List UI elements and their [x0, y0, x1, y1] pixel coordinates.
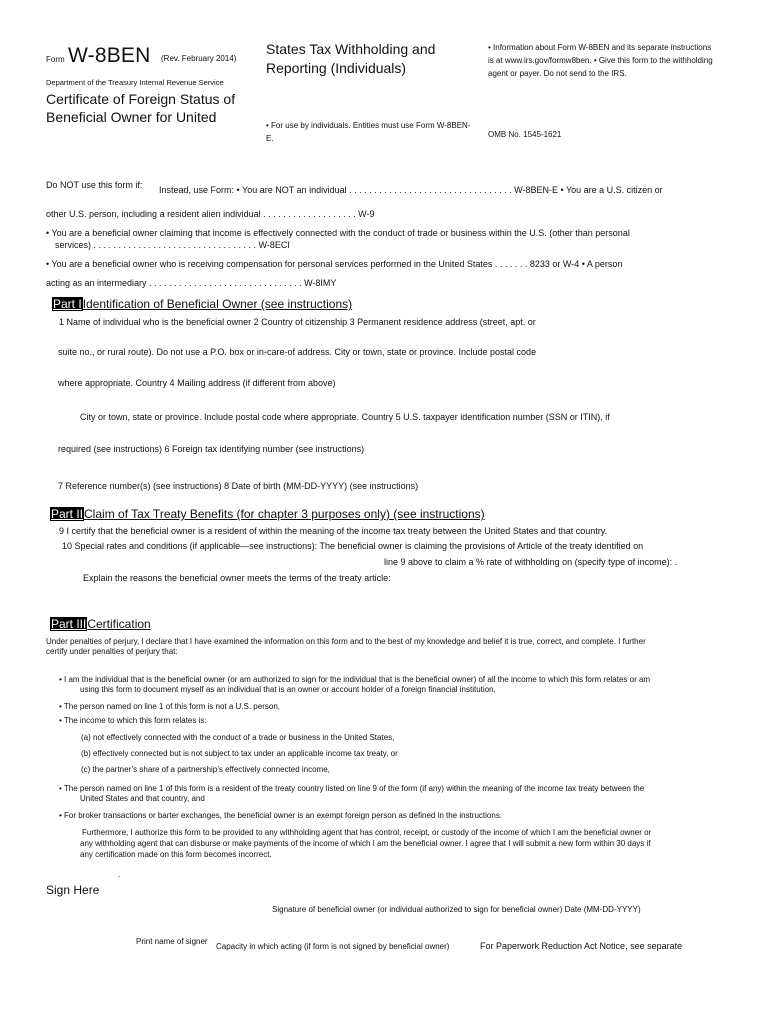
- paperwork-notice: For Paperwork Reduction Act Notice, see separate: [480, 941, 683, 951]
- part1-line: 7 Reference number(s) (see instructions) 8 Date of birth (MM-DD-YYYY) (see instructions): [58, 481, 419, 491]
- part1-line: 1 Name of individual who is the beneficial owner 2 Country of citizenship 3 Permanent residence address (street, apt. or: [59, 317, 536, 327]
- do-not-use-lead: Do NOT use this form if:: [46, 180, 143, 190]
- part2-heading: [50, 508, 485, 522]
- certification-bullet: • The person named on line 1 of this form is a resident of the treaty country listed on line 9 of the form (if any) within the meaning of the income tax treaty between the: [59, 784, 645, 793]
- part3-tag: Part III: [51, 617, 87, 631]
- do-not-use-line: • You are a beneficial owner who is receiving compensation for personal services performed in the United States . . . . . . . 8233 or W-4 • A person: [46, 259, 623, 269]
- part1-line: suite no., or rural route). Do not use a P.O. box or in-care-of address. City or town, state or province. Include postal code: [58, 347, 537, 357]
- part1-line: required (see instructions) 6 Foreign tax identifying number (see instructions): [58, 444, 365, 454]
- part2-title: Claim of Tax Treaty Benefits (for chapter 3 purposes only) (see instructions): [84, 507, 485, 521]
- part1-heading: [52, 298, 352, 312]
- certification-text: certify under penalties of perjury that:: [46, 647, 178, 656]
- part1-tag: Part I: [53, 297, 82, 311]
- form-subtitle: States Tax Withholding and Reporting (Individuals): [266, 41, 436, 76]
- revision-date: (Rev. February 2014): [161, 54, 237, 63]
- part1-line: where appropriate. Country 4 Mailing address (if different from above): [58, 378, 336, 388]
- part3-title: Certification: [87, 617, 151, 631]
- capacity-label: Capacity in which acting (if form is not signed by beneficial owner): [216, 942, 450, 951]
- do-not-use-line: Instead, use Form: • You are NOT an individual . . . . . . . . . . . . . . . . . . . . . . . . . . . . . . . . . W-8BEN-E • You are a U.S. citizen or: [159, 185, 663, 195]
- do-not-use-line: • You are a beneficial owner claiming that income is effectively connected with the conduct of trade or business within the U.S. (other than personal: [46, 228, 630, 238]
- certification-subitem: (c) the partner’s share of a partnership’s effectively connected income,: [81, 765, 330, 774]
- certification-paragraph: any withholding agent that can disburse or make payments of the income of which I am the beneficial owner. I agree that I will submit a new form within 30 days if: [80, 839, 651, 848]
- part2-tag: Part II: [51, 507, 84, 521]
- part2-line: 9 I certify that the beneficial owner is a resident of within the meaning of the income tax treaty between the United States and that country.: [59, 526, 608, 536]
- department-line: Department of the Treasury Internal Revenue Service: [46, 78, 224, 87]
- part2-line: 10 Special rates and conditions (if applicable—see instructions): The beneficial owner is claiming the provisions of Article of the treaty identified on: [62, 541, 644, 551]
- certification-bullet: • The income to which this form relates is:: [59, 716, 207, 725]
- use-note: • For use by individuals. Entities must use Form W-8BEN-E.: [266, 121, 471, 143]
- certification-bullet: • I am the individual that is the beneficial owner (or am authorized to sign for the individual that is the beneficial owner) of all the income to which this form relates or am: [59, 675, 651, 684]
- certification-subitem: (b) effectively connected but is not subject to tax under an applicable income tax treaty, or: [81, 749, 398, 758]
- certification-bullet: • For broker transactions or barter exchanges, the beneficial owner is an exempt foreign person as defined in the instructions.: [59, 811, 503, 820]
- part2-line: line 9 above to claim a % rate of withholding on (specify type of income): .: [384, 557, 678, 567]
- do-not-use-line: acting as an intermediary . . . . . . . . . . . . . . . . . . . . . . . . . . . . . . . W-8IMY: [46, 278, 337, 288]
- sign-here-label: Sign Here: [46, 883, 100, 897]
- form-label: Form: [46, 55, 65, 64]
- certification-text: Under penalties of perjury, I declare that I have examined the information on this form and to the best of my knowledge and belief it is true, correct, and complete. I further: [46, 637, 646, 646]
- certification-bullet: United States and that country, and: [80, 794, 205, 803]
- part1-title: Identification of Beneficial Owner (see instructions): [82, 297, 353, 311]
- certification-paragraph: Furthermore, I authorize this form to be provided to any withholding agent that has control, receipt, or custody of the income of which I am the beneficial owner or: [82, 828, 652, 837]
- certification-bullet: using this form to document myself as an individual that is an owner or account holder of a foreign financial institution,: [80, 685, 496, 694]
- certificate-title: Certificate of Foreign Status of Beneficial Owner for United: [46, 91, 236, 125]
- stray-dot: .: [118, 870, 121, 879]
- form-number: W-8BEN: [68, 44, 151, 67]
- omb-number: OMB No. 1545-1621: [488, 130, 562, 139]
- signature-line-label: Signature of beneficial owner (or individual authorized to sign for beneficial owner) Date (MM-DD-YYYY): [272, 905, 641, 914]
- certification-paragraph: any certification made on this form becomes incorrect.: [80, 850, 272, 859]
- do-not-use-line: services) . . . . . . . . . . . . . . . . . . . . . . . . . . . . . . . . . W-8ECI: [55, 240, 290, 250]
- part1-line: City or town, state or province. Include postal code where appropriate. Country 5 U.S. taxpayer identification number (SSN or ITIN), if: [80, 412, 610, 422]
- info-note: • Information about Form W-8BEN and its separate instructions is at www.irs.gov/formw8ben. • Give this form to the withholding agent or payer. Do not send to the IRS.: [488, 43, 713, 78]
- part3-heading: [50, 618, 151, 632]
- certification-subitem: (a) not effectively connected with the conduct of a trade or business in the United States,: [81, 733, 395, 742]
- do-not-use-line: other U.S. person, including a resident alien individual . . . . . . . . . . . . . . . . . . . W-9: [46, 209, 375, 219]
- certification-bullet: • The person named on line 1 of this form is not a U.S. person,: [59, 702, 280, 711]
- print-name-label: Print name of signer: [136, 937, 208, 946]
- part2-line: Explain the reasons the beneficial owner meets the terms of the treaty article:: [83, 573, 391, 583]
